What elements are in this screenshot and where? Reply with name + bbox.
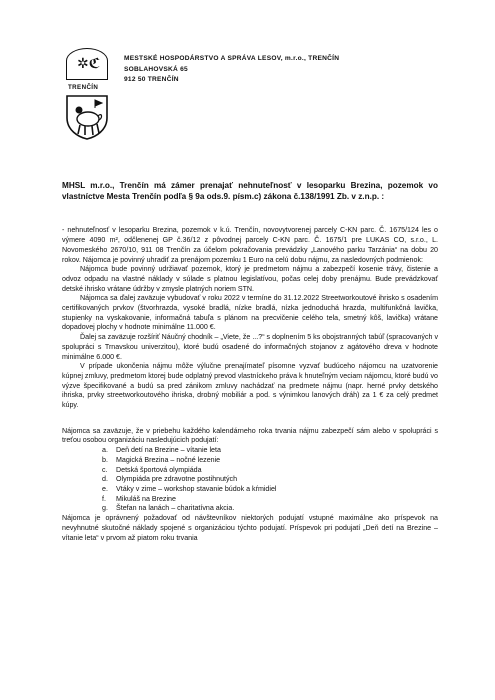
list-item: e. Vtáky v zime – workshop stavanie búdok a kŕmidiel [102,484,277,493]
list-item: d. Olympiáda pre zdravotne postihnutých [102,475,238,484]
coat-of-arms-icon [64,94,110,140]
spacer [62,202,438,226]
events-list [62,446,438,514]
organization-address [124,54,339,86]
paragraph-property: - nehnuteľnosť v lesoparku Brezina, pozemok v k.ú. Trenčín, novovytvorenej parcely C-KN parc. Č. 1675/124 les o výmere 4090 m², odčlenenej GP č.36/12 z pôvodnej parcely C-KN parc. Č. 1675/1 pre LUKAS CO, s.r.o., L. Novomeského 2670/10, 911 08 Trenčín za účelom pokračovania prevádzky „Lanového parku Tarzánia“ na dobu 20 rokov. Nájomca je povinný uhradiť za prenájom pozemku 1 Euro na celú dobu nájmu, za nasledovných podmienok: [62,226,438,264]
list-item: a. Deň detí na Brezine – vítanie leta [102,446,221,455]
list-item: g. Štefan na lanách – charitatívna akcia. [102,504,235,513]
logo-city-name: TRENČÍN [68,84,99,91]
paragraph-admission-fees: Nájomca je oprávnený požadovať od návštevníkov niektorých podujatí vstupné maximálne ako príspevok na nevyhnutné skutočné náklady spojené s organizáciou týchto podujatí. Príspevok pri podujatí „Deň detí na Brezine – vítanie leta“ v prvom až piatom roku trvania [62,514,438,542]
paragraph-streetworkout: Nájomca sa ďalej zaväzuje vybudovať v roku 2022 v termíne do 31.12.2022 Streetworkoutové ihrisko s osadením certifikovaných prvkov (štvorhrazda, vysoké bradlá, nízke bradlá, nízka jednoduchá hrazda, multifunkčná lavička, stupienky na vyskakovanie, informačná tabuľa s plánom na precvičenie celého tela, smetný kôš, lavička) vrátane dopadovej plochy v hodnote minimálne 11.000 €. [62,294,438,332]
organization-postal-code: 912 50 TRENČÍN [124,76,179,83]
spacer [62,411,438,427]
paragraph-nature-trail: Ďalej sa zaväzuje rozšíriť Náučný chodník – „Viete, že ...?“ s doplnením 5 ks obojstranných tabúľ (spracovaných v spolupráci s Trnavskou univerzitou), ktoré budú osadené do informačných stojanov z agátového dreva v hodnote minimálne 6.000 €. [62,333,438,361]
paragraph-events-intro: Nájomca sa zaväzuje, že v priebehu každého kalendárneho roka trvania nájmu zabezpečí sám alebo v spolupráci s treťou osobou organizáciu nasledujúcich podujatí: [62,426,438,445]
organization-name: MESTSKÉ HOSPODÁRSTVO A SPRÁVA LESOV, m.r.o., TRENČÍN [124,55,340,62]
paragraph-maintenance: Nájomca bude povinný udržiavať pozemok, ktorý je predmetom nájmu a zabezpečí kosenie trávy, čistenie a odvoz odpadu na vlastné náklady v súlade s platnou legislatívou, počas celej doby prenájmu. Bude prevádzkovať detské ihrisko vrátane údržby v zmysle platných noriem STN. [62,265,438,293]
paragraph-termination: V prípade ukončenia nájmu môže výlučne prenajímateľ písomne vyzvať budúceho nájomcu na uzatvorenie kúpnej zmluvy, predmetom ktorej bude odplatný prevod vlastníckeho práva k hnuteľným veciam nájomcu, ktoré budú vo výzve špecifikované a budú sa pred zánikom zmluvy nachádzať na predmete nájmu (napr. herné prvky detského ihriska, prvky streetworkoutového ihriska, drobný mobiliár a pod. s výnimkou lanových dráh) za 1 € za celý predmet kúpy. [62,362,438,410]
document-body [62,180,438,543]
logo-mark-icon: ✲ℭ [77,56,101,72]
city-logo [62,44,120,142]
letterhead [62,44,442,142]
list-item: b. Magická Brezina – nočné lezenie [102,455,221,464]
organization-street: SOBLAHOVSKÁ 65 [124,65,188,73]
list-item: c. Detská športová olympiáda [102,465,202,474]
list-item: f. Mikuláš na Brezine [102,494,176,503]
intro-heading: MHSL m.r.o., Trenčín má zámer prenajať nehnuteľnosť v lesoparku Brezina, pozemok vo vlastníctve Mesta Trenčín podľa § 9a ods.9. písm.c) zákona č.138/1991 Zb. v z.n.p. : [62,181,438,202]
